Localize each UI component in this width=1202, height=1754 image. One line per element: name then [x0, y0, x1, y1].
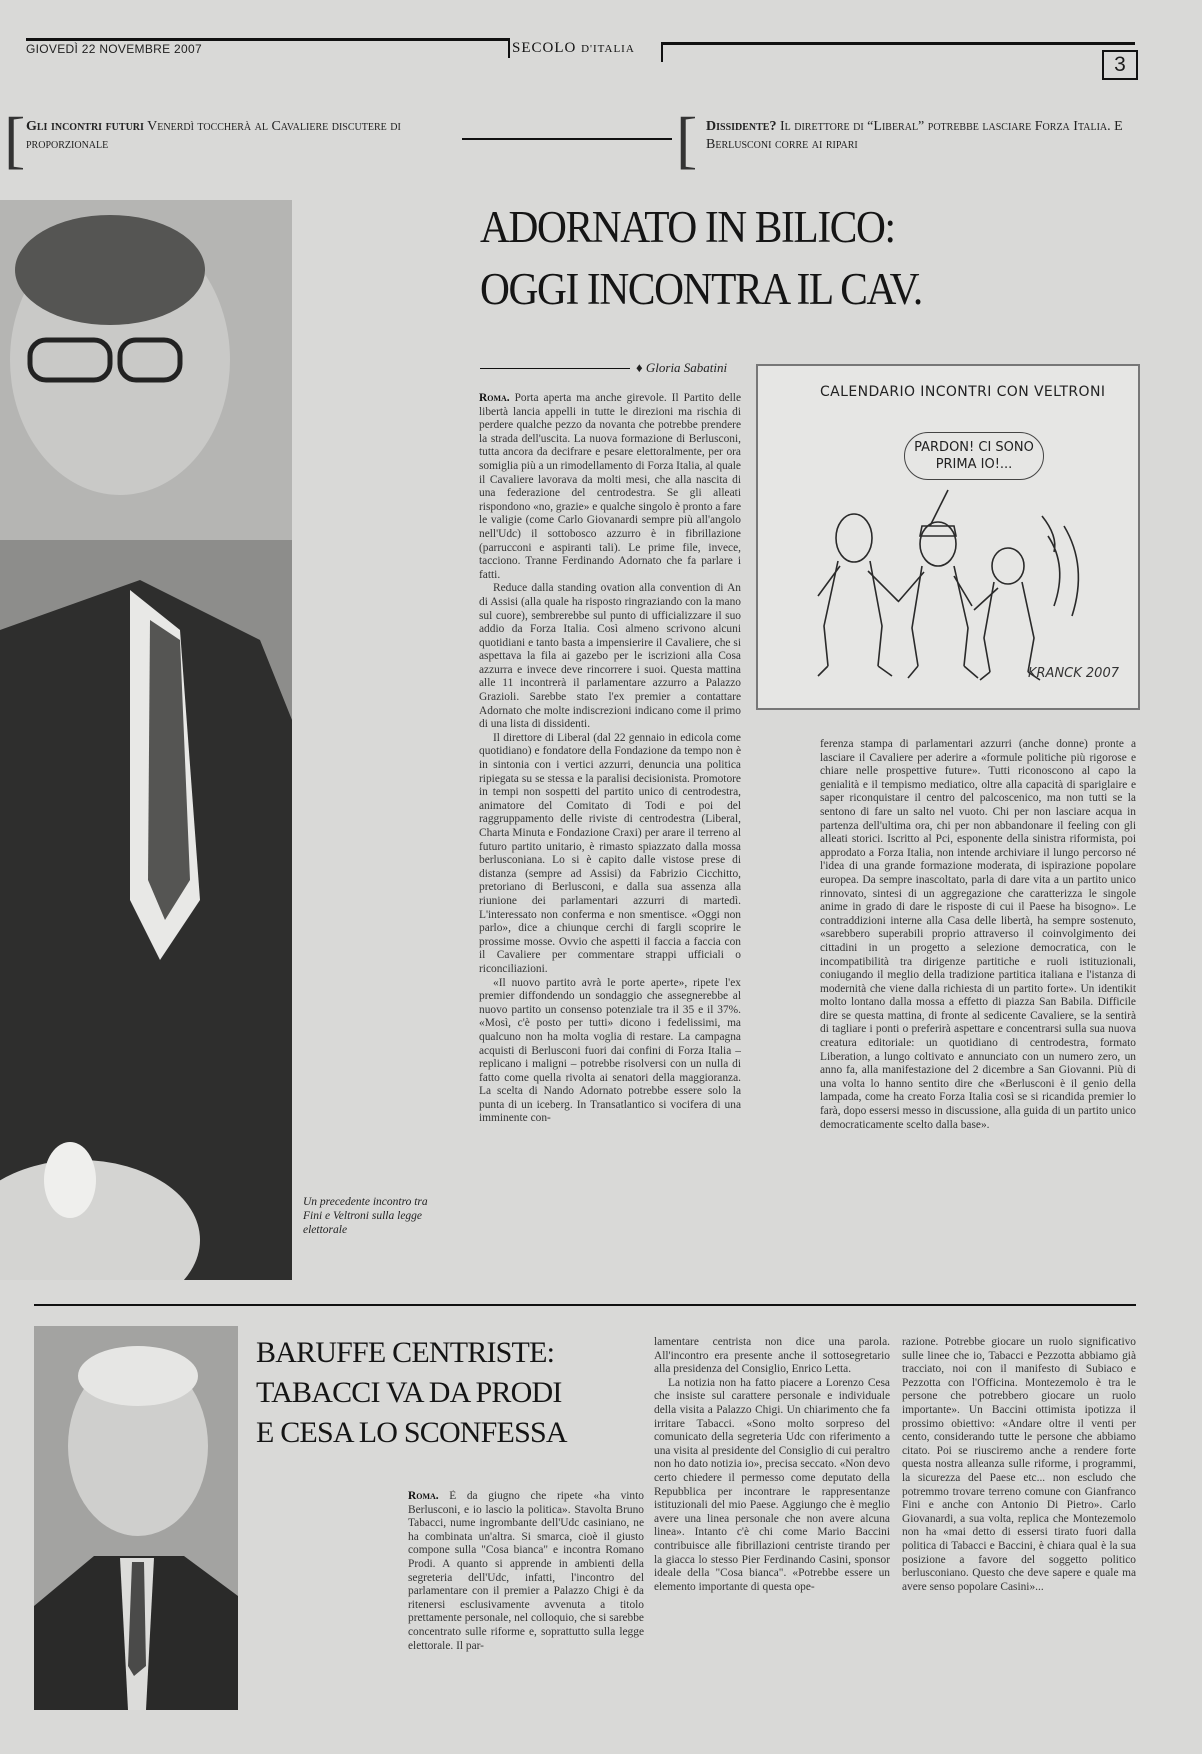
- kicker-right: [706, 118, 1136, 154]
- second-lead-text: È da giugno che ripete «ha vinto Berlusconi, e io lascio la politica». Stavolta Bruno Tabacci, nume ingrombante dell'Udc casiniano, ne ha combinata un'altra. Si smarca, cioè il giusto compone sulla "Cosa bianca" e incontra Romano Prodi. A quanto si apprende in ambienti della segreteria dell'Udc, infatti, l'incontro del parlamentare con il premier a Palazzo Chigi è da ritenersi esclusivamente avvenuta a titolo prettamente personale, nel colloquio, che si sarebbe concentrato sulle riforme e, soprattutto sulla legge elettorale. Il par-: [408, 1490, 644, 1652]
- photo-tabacci-figure: [34, 1326, 238, 1710]
- main-article-col2-p1: ferenza stampa di parlamentari azzurri (anche donne) pronte a lasciare il Cavaliere per aderire a «formule politiche più rigorose e chiare nelle prospettive future». Tutti riconoscono al capo la genialità e il tempismo mediatico, oltre alla capacità di spariglaire e saper riconquistare il centro del palcoscenico, ma non tutti se la sentono di fare un salto nel vuoto. Chi per non lasciare acqua in partenza dell'ultima ora, chi per non abbandonare il feeling con gli alleati storici. Iscritto al Pci, esponente della sinistra riformista, poi approdato a Forza Italia, non intende archiviare il lungo percorso né l'idea di una grande formazione moderata, di ispirazione popolare europea. Da sempre inascoltato, parla di dare vita a un partito unico rinnovato, sintesi di un aggregazione che caratterizza le singole anime in grado di dare le risposte di cui il Paese ha bisogno». Le contraddizioni interne alla Casa delle libertà, ha sempre sostenuto, «sarebbero superabili proprio attraverso il coinvolgimento dei cittadini in un progetto a selezione democratica, con le incompatibilità tra dirigenze partitiche e ruoli istituzionali, coniugando il meglio della tradizione partitica italiana e l'istanza di modernità che viene dalla richiesta di un partito forte». Un identikit molto lontano dalla mossa a effetto di piazza San Babila. Difficile dire se questa mattina, di fronte al sedicente Cavaliere, se la sentirà di tagliare i ponti o preferirà aspettare e concentrarsi sulla sua nuova creatura editoriale: un quotidiano di centrodestra, formato Liberation, a lungo coltivato e annunciato con un numero zero, un anno fa, alla manifestazione del 2 dicembre a San Giovanni. Più di una volta lo hanno sentito dire che «Berlusconi è il genio della lampada, come ha creato Forza Italia così se si ricandida premier lo farà, dopo essersi messo in discussione, alla guida di un partito unico democraticamente scelto dalla base».: [820, 738, 1136, 1131]
- byline-author: Gloria Sabatini: [645, 360, 728, 375]
- kicker-right-bracket: [: [676, 104, 698, 175]
- masthead-rule-tick-right: [661, 42, 663, 62]
- paper-name-main: SECOLO: [512, 40, 577, 56]
- page-number: 3: [1102, 50, 1138, 80]
- section-divider: [34, 1304, 1136, 1306]
- photo-veltroni-caption: Un precedente incontro tra Fini e Veltroni sulla legge elettorale: [303, 1196, 428, 1236]
- kicker-left-bold: Gli incontri futuri: [26, 119, 144, 134]
- second-article-col1: [408, 1490, 644, 1722]
- cartoon-drawing: [758, 366, 1138, 708]
- photo-veltroni: [0, 200, 292, 1280]
- cartoon-frame: [756, 364, 1140, 710]
- second-article-col2-p2: La notizia non ha fatto piacere a Lorenzo Cesa che insiste sul carattere personale e individuale della visita a Palazzo Chigi. Un chiarimento che fa irritare Tabacci. «Sono molto sorpreso del comunicato della segreteria Udc con riferimento a una visita al presidente del Consiglio di cui peraltro non ho dato notizia io», precisa seccato. «Non devo certo chiedere il permesso come deputato della Repubblica per incontrare le rappresentanze istituzionali del mio Paese. Aggiungo che è meglio avere una linea personale che non avere alcuna linea». Intanto c'è chi come Mario Baccini contribuisce alle fibrillazioni centriste tirando per la giacca lo stesso Pier Ferdinando Casini, sponsor ideale della "Cosa bianca". «Potrebbe essere un elemento importante di questa ope-: [654, 1376, 890, 1593]
- cartoon-title: CALENDARIO INCONTRI CON VELTRONI: [820, 384, 1106, 400]
- second-headline-line2: TABACCI VA DA PRODI: [256, 1376, 562, 1409]
- kicker-divider: [462, 138, 672, 140]
- main-article-col1: [479, 392, 741, 1272]
- main-headline-line1: ADORNATO IN BILICO:: [480, 202, 895, 252]
- second-article-col2: [654, 1336, 890, 1722]
- photo-veltroni-figure: [0, 200, 292, 1280]
- main-article-p3: Il direttore di Liberal (dal 22 gennaio in edicola come quotidiano) e fondatore della Fondazione da tempo non è in sintonia con i vertici azzurri, denuncia una politica ripiegata su se stessa e la paralisi decisionista. Promotore in tempi non sospetti del partito unico di centrodestra, animatore del Comitato di Todi e poi del raggruppamento delle riviste di centrodestra (Liberal, Charta Minuta e Fondazione Craxi) per arare il terreno al futuro partito unitario, è rimasto spiazzato dalla mossa berlusconiana. Lo si è capito dalle vistose prese di distanza (sempre ad Assisi) da Fabrizio Cicchitto, pretoriano di Berlusconi, e dalla sua assenza alla riunione dei parlamentari azzurri di martedì. L'interessato non conferma e non smentisce. «Oggi non parlo», dice a chiunque cerchi di fargli scoprire le prossime mosse. Ovvio che aspetti il faccia a faccia con il Cavaliere per commentare strappi ufficiali o riconciliazioni.: [479, 731, 741, 975]
- second-dateline: Roma.: [408, 1490, 439, 1502]
- main-byline: ♦ Gloria Sabatini: [636, 360, 728, 375]
- second-article-col2-p1: lamentare centrista non dice una parola. All'incontro era presente anche il sottosegretario alla presidenza del Consiglio, Enrico Letta.: [654, 1336, 890, 1376]
- second-headline-line3: E CESA LO SCONFESSA: [256, 1416, 567, 1449]
- main-lead-text: Porta aperta ma anche girevole. Il Partito delle libertà lancia appelli in tutte le direzioni ma rischia di perdere qualche pezzo da novanta che potrebbe prendere la strada dell'uscita. La nuova formazione di Berlusconi, tutta ancora da decifrare e pesare elettoralmente, per ora somiglia più a un rimodellamento di Forza Italia, al quale il Cavaliere lavorava da molti mesi, che alla nascita di una federazione del centrodestra. Se gli alleati rispondono «no, grazie» e qualche singolo è pronto a fare le valigie (come Carlo Giovanardi sempre più all'angolo nell'Udc) il sottobosco azzurro è in fibrillazione (parrucconi e aspiranti tali). Le prime file, invece, tacciono. Tranne Ferdinando Adornato che fa parlare i fatti.: [479, 392, 741, 581]
- kicker-left-text: Venerdì toccherà al Cavaliere discutere di proporzionale: [26, 119, 401, 152]
- second-headline-line1: BARUFFE CENTRISTE:: [256, 1336, 555, 1369]
- masthead-rule-tick-left: [508, 38, 510, 58]
- kicker-left: [26, 118, 426, 154]
- main-article-p2: Reduce dalla standing ovation alla convention di An di Assisi (alla quale ha risposto ringraziando con la mano sul cuore), sembrerebbe sul punto di ufficializzare il suo addio da Forza Italia. Così almeno scrivono alcuni quotidiani e tanto basta a impensierire il Cavaliere, che si aspettava la fila ai gazebo per le iscrizioni alla Cosa azzurra e invece deve rincorrere i suoi. Questa mattina alle 11 incontrerà il parlamentare azzurro a Palazzo Grazioli. Sarebbe stato l'ex premier a contattare Adornato che molte indiscrezioni indicano come il primo di una lista di dissidenti.: [479, 582, 741, 731]
- second-article-col3: [902, 1336, 1136, 1722]
- main-article-col2: [820, 738, 1136, 1272]
- cartoon-signature: KRANCK 2007: [1028, 666, 1119, 681]
- second-article-col3-p1: razione. Potrebbe giocare un ruolo significativo sulle linee che io, Tabacci e Pezzotta abbiamo già tracciato, noi con il manifesto di Subiaco e Pezzotta con l'Officina. Montezemolo è tra le persone che potrebbero giocare un ruolo importante». Un Baccini ottimista ipotizza il prossimo obiettivo: «Andare oltre il venti per cento, considerando tutte le persone che abbiamo citato. Poi se riusciremo anche a rendere forte questa nostra alleanza sulle riforme, i programmi, la sicurezza del Paese etc... non escludo che potremmo trovare terreno comune con Gianfranco Fini e anche con Antonio Di Pietro». Carlo Giovanardi, a sua volta, replica che Montezemolo non ha «mai detto di essersi tirato fuori dalla politica di Tabacci e Baccini, è chiara qual è la sua posizione a favore del soggetto politico berlusconiano. Questo che deve sapere e quale ma avere senso popolare Casini»...: [902, 1336, 1136, 1593]
- masthead-rule-right: [661, 42, 1135, 45]
- kicker-right-text: Il direttore di “Liberal” potrebbe lasciare Forza Italia. E Berlusconi corre ai ripari: [706, 119, 1123, 152]
- masthead-rule-left: [26, 38, 510, 41]
- main-dateline: Roma.: [479, 392, 510, 404]
- masthead-paper-name: [512, 40, 635, 57]
- byline-rule: [480, 368, 630, 369]
- main-article-lead: [479, 392, 741, 582]
- bubble-line1: PARDON! CI SONO: [914, 440, 1034, 455]
- kicker-right-bold: Dissidente?: [706, 119, 777, 134]
- main-article-p4: «Il nuovo partito avrà le porte aperte», ripete l'ex premier diffondendo un sondaggio che assegnerebbe al nuovo partito un consenso potenziale tra il 35 e il 37%. «Mosì, c'è posto per tutti» dicono i fedelissimi, ma qualcuno non ha molta voglia di restare. La campagna acquisti di Berlusconi fuori dai confini di Forza Italia – replicano i maligni – potrebbe risolversi con un nulla di fatto come quella rivolta ai senatori della maggioranza. La scelta di Nando Adornato potrebbe essere solo la punta di un iceberg. In Transatlantico si vociferа di una imminente con-: [479, 976, 741, 1125]
- bubble-line2: PRIMA IO!...: [935, 457, 1013, 472]
- photo-tabacci: [34, 1326, 238, 1710]
- kicker-left-bracket: [: [4, 104, 26, 175]
- masthead-date: GIOVEDÌ 22 NOVEMBRE 2007: [26, 42, 202, 56]
- second-article-lead: [408, 1490, 644, 1653]
- paper-name-suffix: D'ITALIA: [581, 43, 635, 55]
- main-headline-line2: OGGI INCONTRA IL CAV.: [480, 264, 922, 314]
